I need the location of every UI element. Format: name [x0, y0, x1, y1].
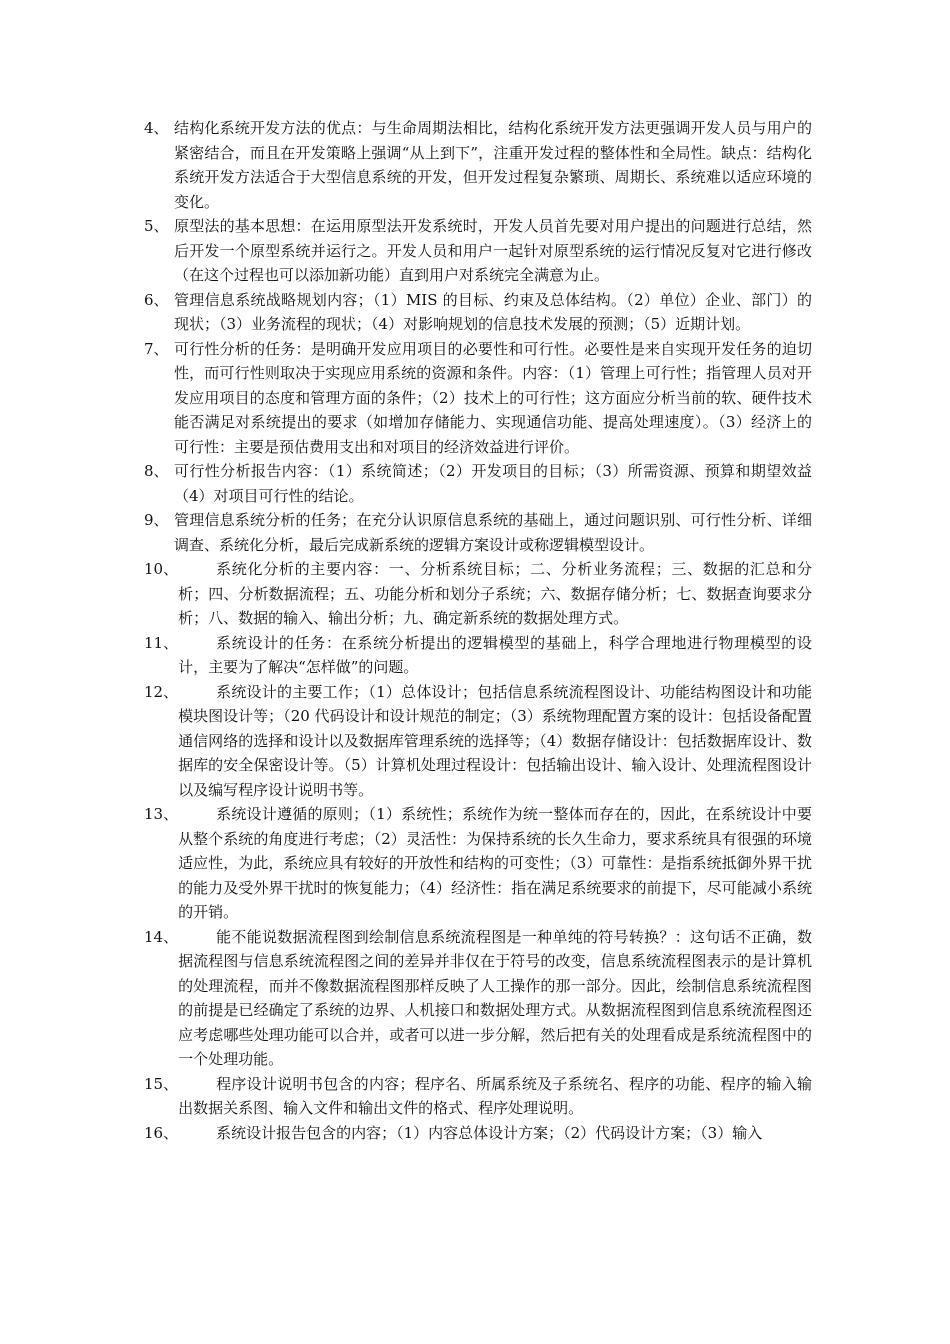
item-number: 13、	[144, 805, 179, 823]
item-text: 管理信息系统分析的任务；在充分认识原信息系统的基础上，通过问题识别、可行性分析、详细调查、系统化分析，最后完成新系统的逻辑方案设计或称逻辑模型设计。	[174, 511, 812, 554]
item-text: 结构化系统开发方法的优点：与生命周期法相比，结构化系统开发方法更强调开发人员与用户的紧密结合，而且在开发策略上强调“从上到下”，注重开发过程的整体性和全局性。缺点：结构化系统开发方法适合于大型信息系统的开发，但开发过程复杂繁琐、周期长、系统难以适应环境的变化。	[174, 119, 812, 211]
list-item	[144, 459, 812, 508]
item-number: 10、	[144, 560, 179, 578]
list-item	[144, 631, 812, 680]
item-number: 11、	[144, 633, 179, 652]
list-item	[144, 508, 812, 557]
list-item	[144, 802, 812, 925]
item-text: 可行性分析报告内容：（1）系统简述；（2）开发项目的目标；（3）所需资源、预算和期望效益（4）对项目可行性的结论。	[174, 462, 812, 505]
item-text: 管理信息系统战略规划内容；（1）MIS 的目标、约束及总体结构。（2）单位）企业、部门）的现状；（3）业务流程的现状；（4）对影响规划的信息技术发展的预测；（5）近期计划。	[174, 290, 812, 333]
list-item	[144, 116, 812, 214]
item-number: 4、	[144, 119, 169, 137]
item-number: 7、	[144, 339, 169, 358]
item-text: 原型法的基本思想：在运用原型法开发系统时，开发人员首先要对用户提出的问题进行总结，然后开发一个原型系统并运行之。开发人员和用户一起针对原型系统的运行情况反复对它进行修改（在这个过程也可以添加新功能）直到用户对系统完全满意为止。	[174, 217, 812, 284]
list-item	[144, 214, 812, 288]
item-text: 程序设计说明书包含的内容；程序名、所属系统及子系统名、程序的功能、程序的输入输出数据关系图、输入文件和输出文件的格式、程序处理说明。	[178, 1074, 812, 1117]
item-text: 系统设计遵循的原则；（1）系统性；系统作为统一整体而存在的，因此，在系统设计中要从整个系统的角度进行考虑；（2）灵活性：为保持系统的长久生命力，要求系统具有很强的环境适应性，为此，系统应具有较好的开放性和结构的可变性；（3）可靠性：是指系统抵御外界干扰的能力及受外界干扰时的恢复能力；（4）经济性：指在满足系统要求的前提下，尽可能减小系统的开销。	[178, 805, 812, 921]
item-text: 系统设计报告包含的内容；（1）内容总体设计方案；（2）代码设计方案；（3）输入	[216, 1123, 763, 1142]
item-text: 可行性分析的任务：是明确开发应用项目的必要性和可行性。必要性是来自实现开发任务的迫切性，而可行性则取决于实现应用系统的资源和条件。内容：（1）管理上可行性；指管理人员对开发应用项目的态度和管理方面的条件；（2）技术上的可行性；这方面应分析当前的软、硬件技术能否满足对系统提出的要求（如增加存储能力、实现通信功能、提高处理速度）。（3）经济上的可行性：主要是预估费用支出和对项目的经济效益进行评价。	[174, 339, 812, 456]
list-item	[144, 337, 812, 460]
item-text: 系统设计的任务：在系统分析提出的逻辑模型的基础上，科学合理地进行物理模型的设计，主要为了解决“怎样做”的问题。	[178, 633, 812, 676]
item-number: 6、	[144, 290, 169, 309]
list-item	[144, 1121, 812, 1146]
item-number: 15、	[144, 1074, 179, 1093]
item-number: 5、	[144, 217, 169, 235]
list-item	[144, 288, 812, 337]
item-number: 8、	[144, 462, 169, 480]
list-item	[144, 680, 812, 803]
item-text: 能不能说数据流程图到绘制信息系统流程图是一种单纯的符号转换？：这句话不正确，数据流程图与信息系统流程图之间的差异并非仅在于符号的改变，信息系统流程图表示的是计算机的处理流程，而并不像数据流程图那样反映了人工操作的那一部分。因此，绘制信息系统流程图的前提是已经确定了系统的边界、人机接口和数据处理方式。从数据流程图到信息系统流程图还应考虑哪些处理功能可以合并，或者可以进一步分解，然后把有关的处理看成是系统流程图中的一个处理功能。	[178, 927, 812, 1068]
list-item	[144, 1072, 812, 1121]
list-item	[144, 557, 812, 631]
numbered-list	[144, 116, 812, 1145]
item-number: 14、	[144, 927, 179, 946]
list-item	[144, 925, 812, 1072]
item-text: 系统化分析的主要内容：一、分析系统目标；二、分析业务流程；三、数据的汇总和分析；四、分析数据流程；五、功能分析和划分子系统；六、数据存储分析；七、数据查询要求分析；八、数据的输入、输出分析；九、确定新系统的数据处理方式。	[178, 560, 812, 627]
item-number: 12、	[144, 682, 179, 701]
item-number: 9、	[144, 511, 169, 529]
item-text: 系统设计的主要工作；（1）总体设计；包括信息系统流程图设计、功能结构图设计和功能模块图设计等；（20 代码设计和设计规范的制定；（3）系统物理配置方案的设计：包括设备配置通信网络的选择和设计以及数据库管理系统的选择等；（4）数据存储设计：包括数据库设计、数据库的安全保密设计等。（5）计算机处理过程设计：包括输出设计、输入设计、处理流程图设计以及编写程序设计说明书等。	[178, 682, 812, 799]
item-number: 16、	[144, 1123, 179, 1142]
